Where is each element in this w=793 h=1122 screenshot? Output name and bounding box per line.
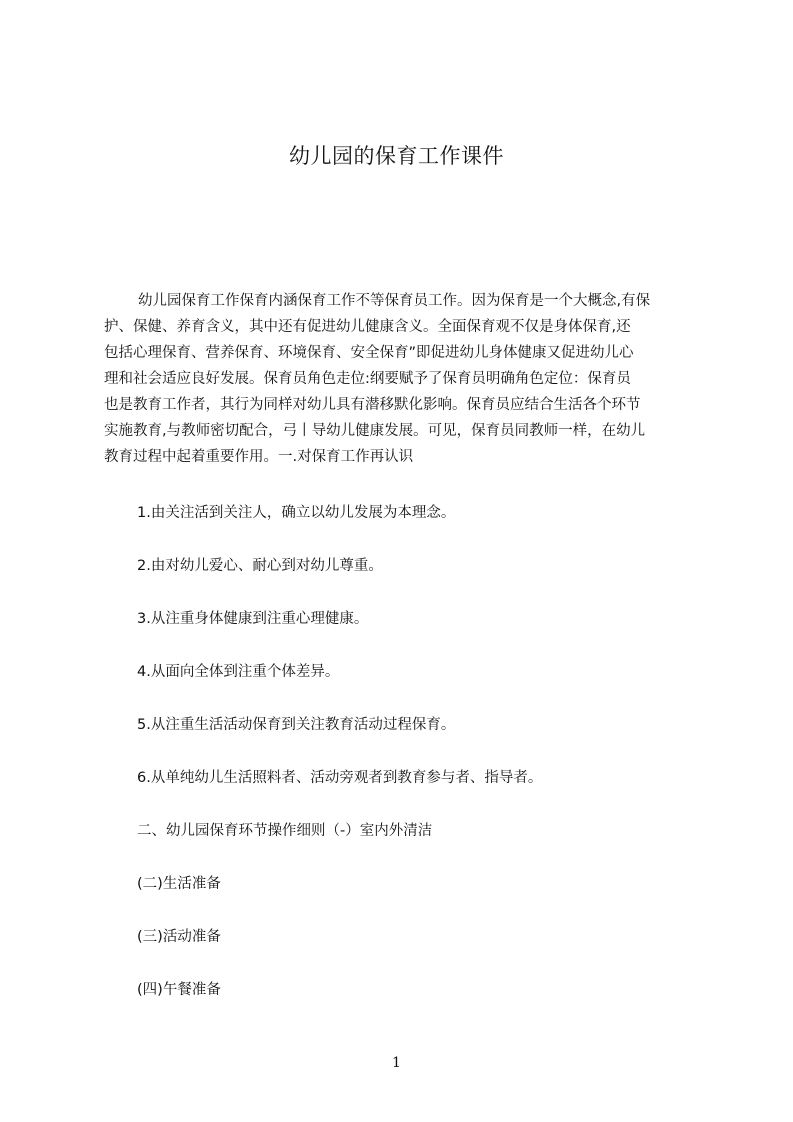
list-item: 2.由对幼儿爱心、耐心到对幼儿尊重。	[137, 558, 383, 574]
intro-line: 护、保健、养育含义，其中还有促进幼儿健康含义。全面保育观不仅是身体保育,还	[104, 319, 631, 335]
intro-line: 实施教育,与教师密切配合，弓丨导幼儿健康发展。可见，保育员同教师一样，在幼儿	[104, 423, 646, 439]
list-item: (四)午餐准备	[137, 982, 221, 998]
list-item: 6.从单纯幼儿生活照料者、活动旁观者到教育参与者、指导者。	[137, 770, 543, 786]
intro-line: 包括心理保育、营养保育、环境保育、安全保育”即促进幼儿身体健康又促进幼儿心	[104, 345, 634, 361]
list-item: 3.从注重身体健康到注重心理健康。	[137, 611, 369, 627]
document-title: 幼儿园的保育工作课件	[289, 144, 504, 168]
list-item: 4.从面向全体到注重个体差异。	[137, 664, 340, 680]
intro-paragraph	[104, 288, 716, 470]
intro-line: 教育过程中起着重要作用。一.对保育工作再认识	[104, 449, 414, 465]
intro-line: 也是教育工作者，其行为同样对幼儿具有潜移默化影响。保育员应结合生活各个环节	[104, 397, 641, 413]
list-item: 5.从注重生活活动保育到关注教育活动过程保育。	[137, 717, 456, 733]
intro-line: 幼儿园保育工作保育内涵保育工作不等保育员工作。因为保育是一个大概念,有保	[138, 293, 651, 309]
section-heading: 二、幼儿园保育环节操作细则（-）室内外清洁	[137, 823, 433, 839]
page-number: 1	[392, 1055, 401, 1071]
list-item: 1.由关注活到关注人，确立以幼儿发展为本理念。	[137, 505, 456, 521]
intro-line: 理和社会适应良好发展。保育员角色走位:纲要赋予了保育员明确角色定位：保育员	[104, 371, 631, 387]
list-item: (二)生活准备	[137, 876, 221, 892]
list-item: (三)活动准备	[137, 929, 221, 945]
